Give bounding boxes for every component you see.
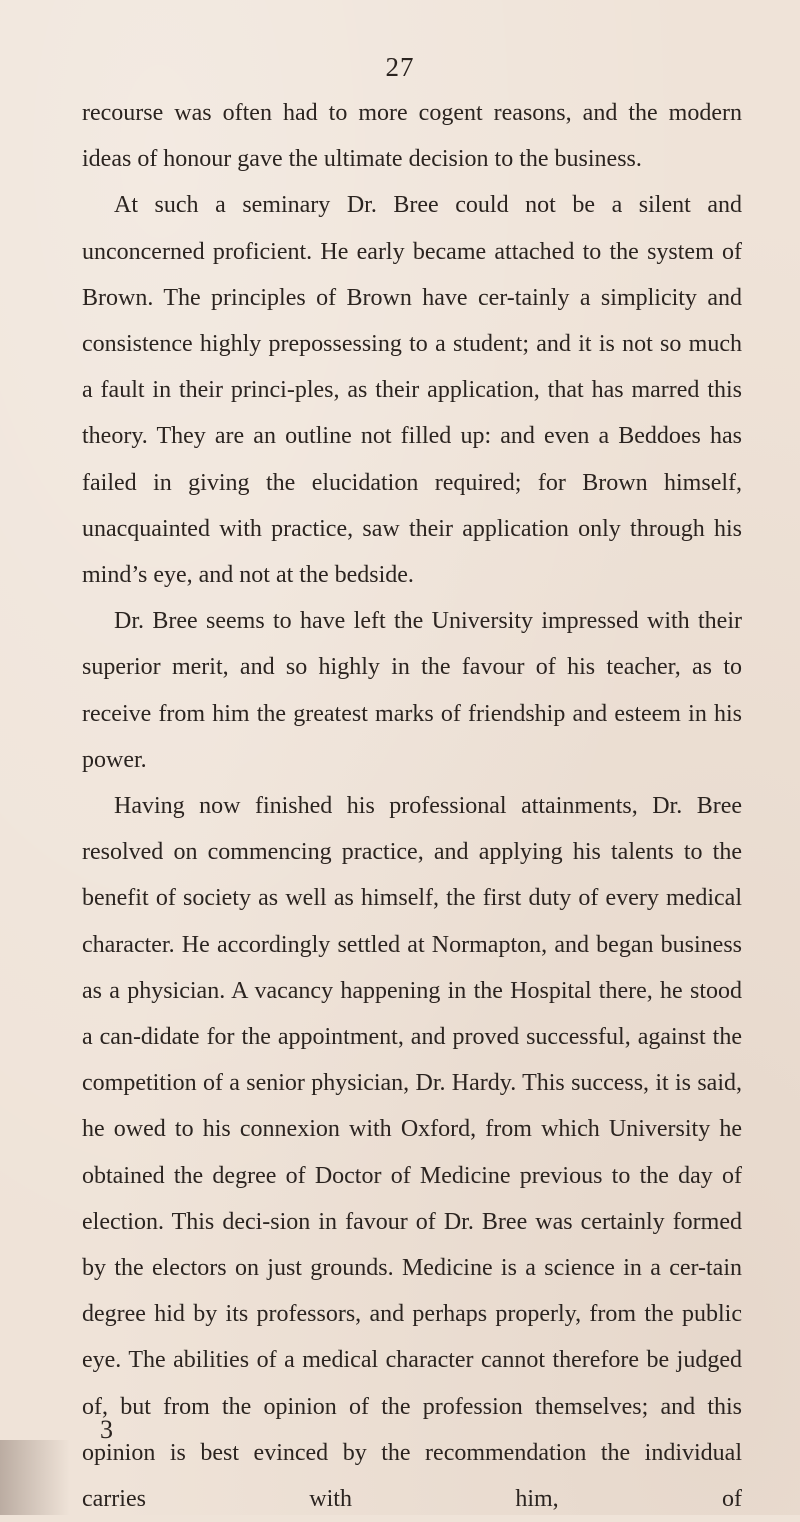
signature-mark: 3: [100, 1415, 113, 1444]
page-number: 27: [385, 52, 415, 82]
body-text: [82, 90, 742, 1522]
page-edge-shadow: [0, 1440, 70, 1515]
paragraph-1: recourse was often had to more cogent reasons, and the modern ideas of honour gave the ultimate decision to the business.: [82, 100, 742, 173]
paragraph-2: At such a seminary Dr. Bree could not be a silent and unconcerned proficient. He early became attached to the system of Brown. The principles of Brown have cer-tainly a simplicity and consistence highly prepossessing to a student; and it is not so much a fault in their princi-ples, as their application, that has marred this theory. They are an outline not filled up: and even a Beddoes has failed in giving the elucidation required; for Brown himself, unacquainted with practice, saw their application only through his mind’s eye, and not at the bedside.: [82, 192, 742, 589]
paragraph-3: Dr. Bree seems to have left the University impressed with their superior merit, and so highly in the favour of his teacher, as to receive from him the greatest marks of friendship and esteem in his power.: [82, 608, 742, 773]
paragraph-4: Having now finished his professional attainments, Dr. Bree resolved on commencing practice, and applying his talents to the benefit of society as well as himself, the first duty of every medical character. He accordingly settled at Normapton, and began business as a physician. A vacancy happening in the Hospital there, he stood a can-didate for the appointment, and proved successful, against the competition of a senior physician, Dr. Hardy. This success, it is said, he owed to his connexion with Oxford, from which University he obtained the degree of Doctor of Medicine previous to the day of election. This deci-sion in favour of Dr. Bree was certainly formed by the electors on just grounds. Medicine is a science in a cer-tain degree hid by its professors, and perhaps properly, from the public eye. The abilities of a medical character cannot therefore be judged of, but from the opinion of the profession themselves; and this opinion is best evinced by the recommendation the individual carries with him, of: [82, 793, 742, 1513]
